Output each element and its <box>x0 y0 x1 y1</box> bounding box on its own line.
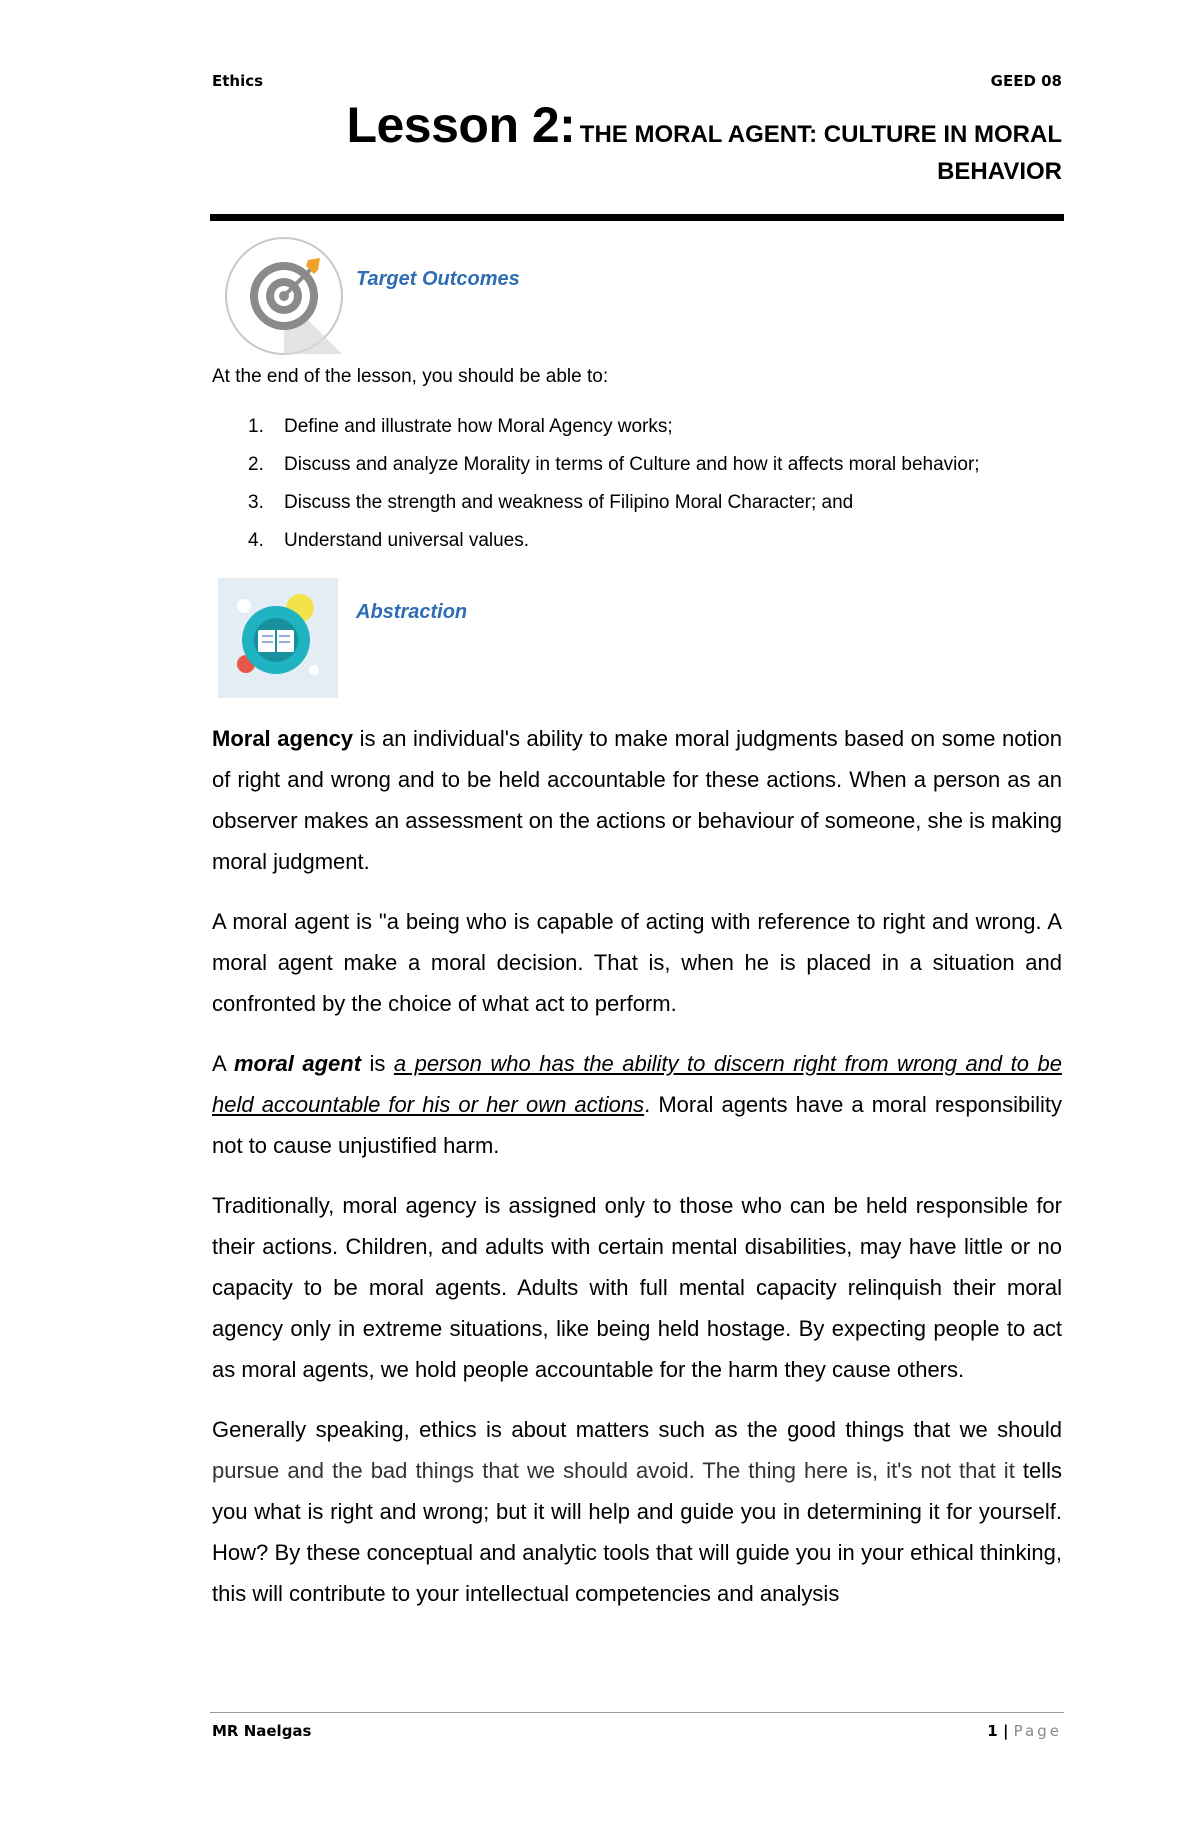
target-icon <box>222 234 346 358</box>
list-item: 1. Define and illustrate how Moral Agency works; <box>248 416 673 437</box>
paragraph-ethics-general: Generally speaking, ethics is about matters such as the good things that we should pursue and the bad things that we should avoid. The thing here is, it's not that it tells you what is right and wrong; but it will help and guide you in determining it for yourself. How? By these conceptual and analytic tools that will guide you in your ethical thinking, this will contribute to your intellectual competencies and analysis <box>212 1417 1062 1606</box>
lesson-body <box>212 718 1062 1633</box>
lesson-subtitle-1: THE MORAL AGENT: CULTURE IN MORAL <box>579 121 1062 148</box>
paragraph-moral-agent-definition: A moral agent is "a being who is capable of acting with reference to right and wrong. A moral agent make a moral decision. That is, when he is placed in a situation and confronted by the choice of what act to perform. <box>212 909 1062 1016</box>
list-item: 3. Discuss the strength and weakness of Filipino Moral Character; and <box>248 492 854 513</box>
outcomes-intro: At the end of the lesson, you should be able to: <box>212 366 609 387</box>
lesson-number: Lesson 2: <box>346 97 576 153</box>
list-item: 2. Discuss and analyze Morality in terms of Culture and how it affects moral behavior; <box>248 454 980 475</box>
lesson-subtitle-2: BEHAVIOR <box>937 158 1062 185</box>
header-course: Ethics <box>212 72 264 90</box>
header-code: GEED 08 <box>990 72 1062 90</box>
outcomes-list <box>212 408 980 560</box>
target-outcomes-heading: Target Outcomes <box>356 268 520 290</box>
title-divider <box>210 214 1064 221</box>
footer-divider <box>210 1712 1064 1713</box>
book-globe-icon <box>218 578 338 698</box>
list-item: 4. Understand universal values. <box>248 530 530 551</box>
page-number: 1 | Page <box>987 1722 1062 1740</box>
paragraph-traditional-agency: Traditionally, moral agency is assigned only to those who can be held responsible for their actions. Children, and adults with certain mental disabilities, may have little or no capacity to be moral agents. Adults with full mental capacity relinquish their moral agency only in extreme situations, like being held hostage. By expecting people to act as moral agents, we hold people accountable for the harm they cause others. <box>212 1193 1062 1382</box>
footer-author: MR Naelgas <box>212 1722 312 1740</box>
abstraction-heading: Abstraction <box>356 601 468 623</box>
paragraph-moral-agency: Moral agency is an individual's ability to make moral judgments based on some notion of right and wrong and to be held accountable for these actions. When a person as an observer makes an assessment on the actions or behaviour of someone, she is making moral judgment. <box>212 726 1062 874</box>
lesson-title <box>212 96 1062 186</box>
paragraph-moral-agent-responsibility: A moral agent is a person who has the ability to discern right from wrong and to be held accountable for his or her own actions. Moral agents have a moral responsibility not to cause unjustified harm. <box>212 1051 1063 1158</box>
